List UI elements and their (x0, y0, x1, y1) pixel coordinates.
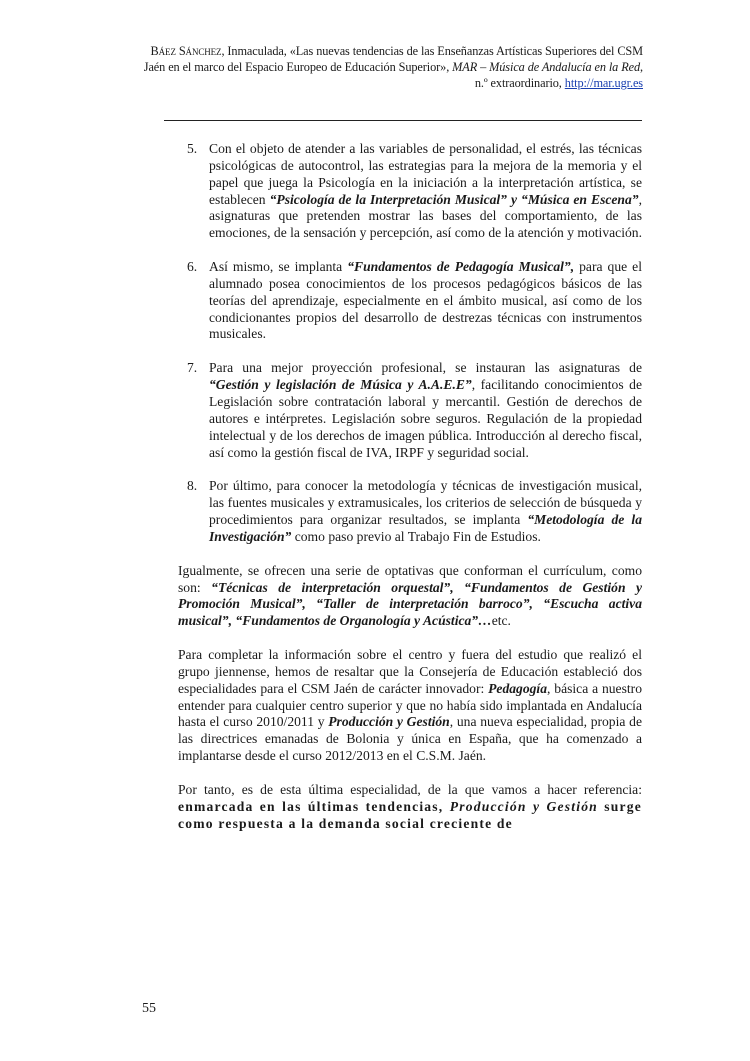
list-number: 7. (187, 360, 198, 376)
header-author: Báez Sánchez (150, 44, 222, 58)
list-number: 5. (187, 141, 198, 156)
list-item-8 (178, 478, 642, 545)
subject-name: “Metodología de la Investigación” (209, 512, 642, 544)
header-citation: , Inmaculada, «Las nuevas tendencias de las Enseñanzas Artísticas Superiores del CSM Jaén en el marco del Espacio Europeo de Educación Superior», (143, 44, 643, 74)
optional-subjects: “Técnicas de interpretación orquestal”, “Fundamentos de Gestión y Promoción Musical”, “Taller de interpretación barroco”, “Escucha activa musical”, “Fundamentos de Organología y Acústica”… (178, 579, 643, 629)
paragraph-especialidades (178, 647, 642, 765)
list-number: 6. (187, 259, 198, 275)
header-url-link[interactable]: http://mar.ugr.es (564, 76, 643, 90)
paragraph-text: , una nueva especialidad, propia de las directrices emanadas de Bolonia y única en España, que ha comenzado a implantarse desde el curso 2012/2013 en el C.S.M. Jaén. (178, 714, 642, 764)
list-item-5 (178, 141, 642, 242)
paragraph-produccion (178, 782, 642, 833)
header-issue: , n.º extraordinario, (474, 60, 643, 90)
list-text: Por último, para conocer la metodología y técnicas de investigación musical, las fuentes musicales y extramusicales, los criterios de selección de búsqueda y procedimientos para organizar resultados, se implanta (209, 478, 642, 528)
bold-text: surge como respuesta a la demanda social creciente de (178, 798, 642, 831)
list-text: , facilitando conocimientos de Legislación sobre contratación laboral y mercantil. Gestión de derechos de autores e intérpretes. Legislación sobre seguros. Regulación de la propiedad intelectual y de los derechos de imagen pública. Introducción al derecho fiscal, así como la gestión fiscal de IVA, IRPF y seguridad social. (209, 377, 642, 460)
list-text: como paso previo al Trabajo Fin de Estudios. (291, 528, 541, 544)
paragraph-text: Para completar la información sobre el centro y fuera del estudio que realizó el grupo jiennense, hemos de resaltar que la Consejería de Educación estableció dos especialidades para el CSM Jaén de carácter innovador: (178, 647, 642, 696)
paragraph-optativas (178, 563, 642, 630)
header-journal: MAR – Música de Andalucía en la Red (452, 60, 641, 74)
paragraph-text: , básica a nuestro entender para cualquier centro superior y que no había sido implantada en Andalucía hasta el curso 2010/2011 y (178, 680, 642, 730)
list-text: , asignaturas que pretenden mostrar las bases del comportamiento, de las emociones, de la sensación y percepción, así como de la atención y motivación. (209, 191, 642, 241)
page-number: 55 (142, 1001, 156, 1016)
list-item-7 (178, 360, 642, 461)
bold-text: enmarcada en las últimas tendencias, (178, 798, 450, 814)
list-text: Para una mejor proyección profesional, se instauran las asignaturas de (209, 360, 642, 376)
list-text: Así mismo, se implanta (209, 259, 348, 275)
header-rule (164, 120, 642, 121)
paragraph-text: Igualmente, se ofrecen una serie de optativas que conforman el currículum, como son: (178, 562, 642, 595)
specialty-name: Pedagogía (488, 680, 548, 696)
paragraph-text: etc. (491, 613, 511, 629)
running-header (143, 43, 643, 91)
list-item-6 (178, 259, 642, 343)
list-text: para que el alumnado posea conocimientos de los procesos pedagógicos básicos de las teorías del aprendizaje, especialmente en el ámbito musical, así como de los condicionantes propios del desarrollo de destrezas técnicas con instrumentos musicales. (209, 259, 642, 342)
subject-name: “Psicología de la Interpretación Musical” y “Música en Escena” (269, 191, 639, 207)
paragraph-text: Por tanto, es de esta última especialidad, de la que vamos a hacer referencia: (178, 782, 642, 797)
specialty-name: Producción y Gestión (449, 798, 598, 814)
specialty-name: Producción y Gestión (328, 714, 450, 730)
subject-name: “Fundamentos de Pedagogía Musical”, (347, 259, 575, 275)
list-text: Con el objeto de atender a las variables de personalidad, el estrés, las técnicas psicológicas de autocontrol, las estrategias para la mejora de la memoria y el papel que juega la Psicología en la iniciación a la interpretación artística, se establecen (209, 141, 642, 207)
subject-name: “Gestión y legislación de Música y A.A.E.E” (209, 377, 472, 393)
page-body (178, 141, 642, 833)
list-number: 8. (187, 478, 198, 494)
